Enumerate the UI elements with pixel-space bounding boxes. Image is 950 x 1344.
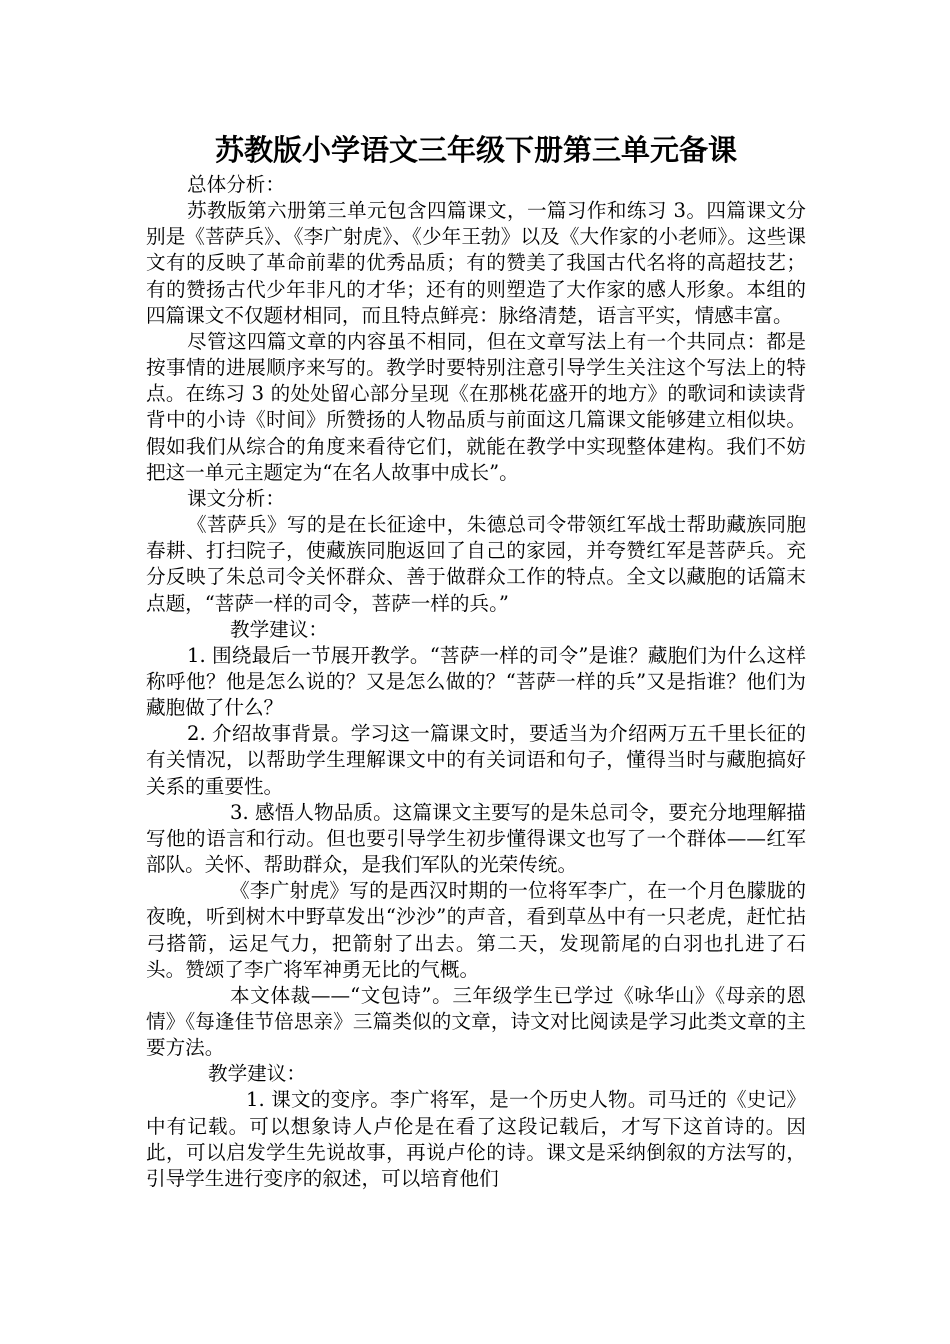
section-heading-teaching-suggestions-2: 教学建议： — [208, 1062, 306, 1086]
paragraph-unit-overview: 苏教版第六册第三单元包含四篇课文，一篇习作和练习 3。四篇课文分别是《菩萨兵》、《李广射虎》、《少年王勃》以及《大作家的小老师》。这些课文有的反映了革命前辈的优秀品质；有的赞美了我国古代名将的高超技艺；有的赞扬古代少年非凡的才华；还有的则塑造了大作家的感人形象。本组的四篇课文不仅题材相同，而且特点鲜亮：脉络清楚，语言平实，情感丰富。 — [146, 199, 806, 327]
section-heading-teaching-suggestions: 教学建议： — [230, 617, 328, 641]
list-item-suggestion-2: 2. 介绍故事背景。学习这一篇课文时，要适当为介绍两万五千里长征的有关情况，以帮助学生理解课文中的有关词语和句子，懂得当时与藏胞搞好关系的重要性。 — [146, 722, 806, 798]
list-item-suggestion-3: 3. 感悟人物品质。这篇课文主要写的是朱总司令，要充分地理解描写他的语言和行动。但也要引导学生初步懂得课文也写了一个群体——红军部队。关怀、帮助群众，是我们军队的光荣传统。 — [146, 800, 806, 877]
paragraph-pusa-bing: 《菩萨兵》写的是在长征途中，朱德总司令带领红军战士帮助藏族同胞春耕、打扫院子，使藏族同胞返回了自己的家园，并夸赞红军是菩萨兵。充分反映了朱总司令关怀群众、善于做群众工作的特点。全文以藏胞的话篇末点题，“菩萨一样的司令，菩萨一样的兵。” — [146, 513, 806, 615]
list-item-suggestion-reorder: 1. 课文的变序。李广将军，是一个历史人物。司马迁的《史记》中有记载。可以想象诗人卢伦是在看了这段记载后，才写下这首诗的。因此，可以启发学生先说故事，再说卢伦的诗。课文是采纳倒叙的方法写的，引导学生进行变序的叙述，可以培育他们 — [146, 1088, 806, 1190]
section-heading-overview: 总体分析： — [187, 173, 285, 196]
paragraph-writing-method: 尽管这四篇文章的内容虽不相同，但在文章写法上有一个共同点：都是按事情的进展顺序来写的。教学时要特别注意引导学生关注这个写法上的特点。在练习 3 的处处留心部分呈现《在那桃花盛开的地方》的歌词和读读背背中的小诗《时间》所赞扬的人物品质与前面这几篇课文能够建立相似块。假如我们从综合的角度来看待它们，就能在教学中实现整体建构。我们不妨把这一单元主题定为“在名人故事中成长”。 — [146, 329, 806, 484]
paragraph-wen-bao-shi: 本文体裁——“文包诗”。三年级学生已学过《咏华山》《母亲的恩情》《每逢佳节倍思亲》三篇类似的文章，诗文对比阅读是学习此类文章的主要方法。 — [146, 983, 806, 1060]
document-title: 苏教版小学语文三年级下册第三单元备课 — [214, 133, 737, 167]
list-item-suggestion-1: 1. 围绕最后一节展开教学。“菩萨一样的司令”是谁？藏胞们为什么这样称呼他？他是怎么说的？又是怎么做的？“菩萨一样的兵”又是指谁？他们为藏胞做了什么？ — [146, 643, 806, 720]
section-heading-text-analysis: 课文分析： — [187, 486, 285, 510]
paragraph-li-guang-she-hu: 《李广射虎》写的是西汉时期的一位将军李广，在一个月色朦胧的夜晚，听到树木中野草发出“沙沙”的声音，看到草丛中有一只老虎，赶忙拈弓搭箭，运足气力，把箭射了出去。第二天，发现箭尾的白羽也扎进了石头。赞颂了李广将军神勇无比的气概。 — [146, 879, 806, 981]
document-body — [146, 172, 806, 1192]
